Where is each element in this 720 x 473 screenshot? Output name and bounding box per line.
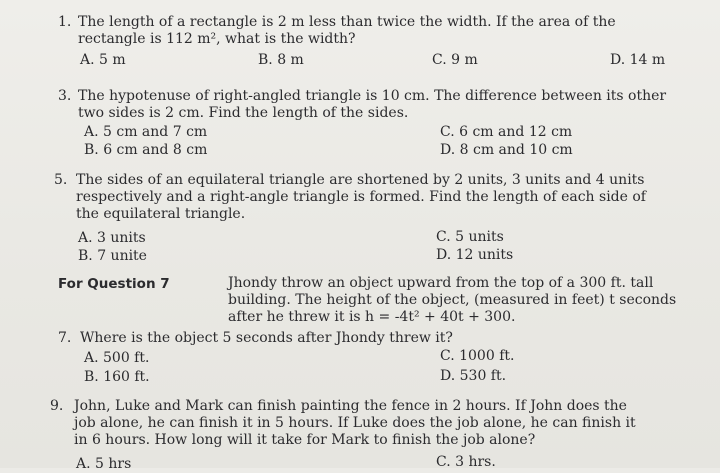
question-number: 7. [58, 330, 72, 346]
option-b: B. 6 cm and 8 cm [84, 142, 208, 158]
stem-line: two sides is 2 cm. Find the length of the sides. [78, 105, 409, 121]
option-d: D. 530 ft. [440, 368, 507, 384]
stem-line: The hypotenuse of right-angled triangle is 10 cm. The difference between its other [78, 88, 667, 104]
question-number: 5. [54, 172, 68, 188]
question-number: 9. [50, 398, 64, 414]
stem-line: The length of a rectangle is 2 m less than twice the width. If the area of the [78, 14, 616, 30]
question-stem [74, 398, 636, 449]
context-line: building. The height of the object, (measured in feet) t seconds [228, 292, 677, 308]
question-number: 1. [58, 14, 72, 30]
option-d: D. 8 cm and 10 cm [440, 142, 573, 158]
option-d: D. 12 units [436, 247, 514, 263]
option-c: C. 6 cm and 12 cm [440, 124, 573, 140]
stem-line: in 6 hours. How long will it take for Mark to finish the job alone? [74, 432, 536, 448]
stem-line: job alone, he can finish it in 5 hours. If Luke does the job alone, he can finish it [74, 415, 636, 431]
option-b: B. 160 ft. [84, 369, 150, 385]
question-stem [76, 172, 646, 223]
question-number: 3. [58, 88, 72, 104]
option-a: A. 5 hrs [76, 456, 132, 472]
stem-line: The sides of an equilateral triangle are shortened by 2 units, 3 units and 4 units [76, 172, 645, 188]
question-stem [78, 88, 666, 122]
context-line: after he threw it is h = -4t² + 40t + 300. [228, 309, 516, 325]
option-a: A. 500 ft. [84, 350, 150, 366]
stem-line: the equilateral triangle. [76, 206, 246, 222]
option-a: A. 5 cm and 7 cm [84, 124, 208, 140]
stem-line: Where is the object 5 seconds after Jhondy threw it? [80, 330, 453, 346]
option-c: C. 9 m [432, 52, 478, 68]
question-stem [78, 14, 616, 48]
context-label: For Question 7 [58, 276, 170, 292]
option-a: A. 3 units [78, 230, 146, 246]
option-b: B. 7 unite [78, 248, 147, 264]
option-c: C. 3 hrs. [436, 454, 496, 470]
option-d: D. 14 m [610, 52, 666, 68]
context-text [228, 275, 676, 326]
stem-line: respectively and a right-angle triangle is formed. Find the length of each side of [76, 189, 646, 205]
option-a: A. 5 m [80, 52, 126, 68]
stem-line: rectangle is 112 m², what is the width? [78, 31, 356, 47]
option-c: C. 1000 ft. [440, 348, 515, 364]
option-b: B. 8 m [258, 52, 304, 68]
stem-line: John, Luke and Mark can finish painting the fence in 2 hours. If John does the [74, 398, 627, 414]
question-stem [80, 330, 453, 347]
context-line: Jhondy throw an object upward from the top of a 300 ft. tall [228, 275, 654, 291]
option-c: C. 5 units [436, 229, 504, 245]
